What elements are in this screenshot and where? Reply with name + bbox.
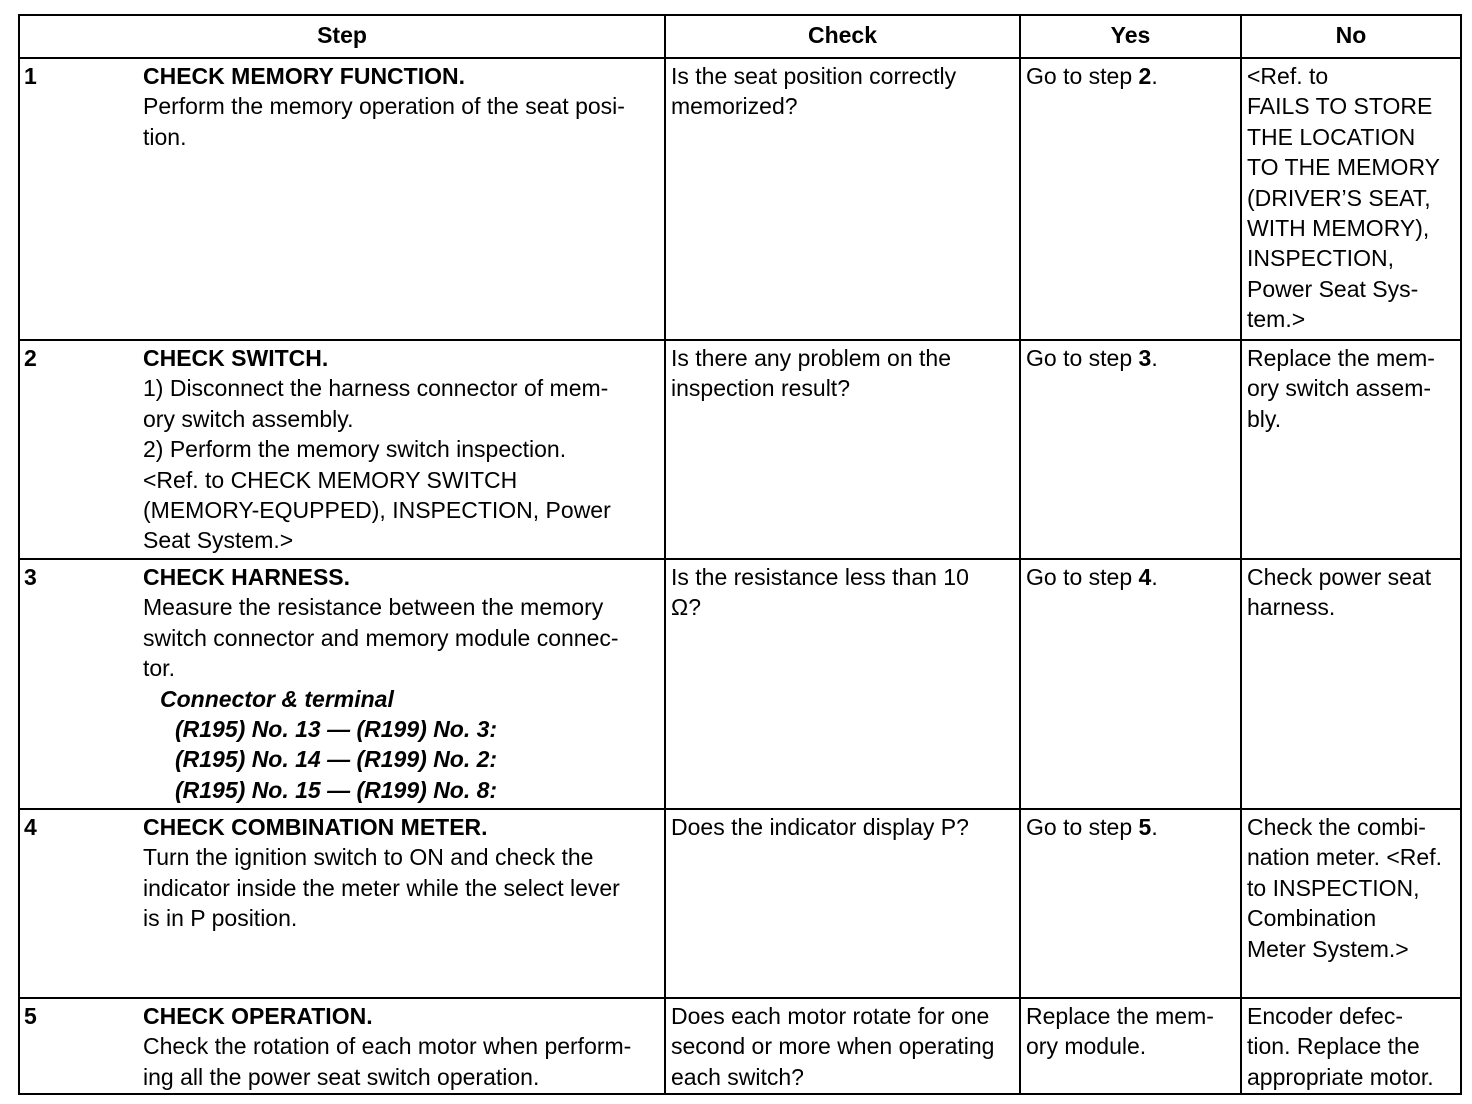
step-number: 4	[24, 814, 37, 840]
no-line: appropriate motor.	[1247, 1063, 1434, 1090]
step-line: Turn the ignition switch to ON and check the	[143, 844, 594, 871]
check-cell	[665, 809, 1020, 998]
yes-step-number: 2	[1138, 63, 1152, 89]
step-line: tion.	[143, 123, 187, 150]
no-line: TO THE MEMORY	[1247, 154, 1440, 181]
no-line: FAILS TO STORE	[1247, 93, 1433, 120]
table-row	[19, 559, 1461, 809]
no-line: <Ref. to	[1247, 63, 1329, 89]
no-line: harness.	[1247, 594, 1336, 621]
table-row	[19, 58, 1461, 340]
yes-cell	[1020, 809, 1241, 998]
step-cell	[19, 58, 665, 340]
no-cell	[1241, 998, 1461, 1094]
no-line: to INSPECTION,	[1247, 874, 1420, 901]
header-no: No	[1241, 15, 1461, 58]
step-number: 5	[24, 1003, 37, 1029]
yes-prefix: Go to step	[1026, 63, 1139, 89]
no-line: Combination	[1247, 905, 1377, 932]
step-line: switch connector and memory module connec-	[143, 624, 619, 651]
check-line: memorized?	[671, 93, 798, 120]
no-cell	[1241, 58, 1461, 340]
step-number: 3	[24, 564, 37, 590]
no-line: Check the combi-	[1247, 814, 1426, 840]
yes-prefix: Go to step	[1026, 345, 1139, 371]
no-line: tem.>	[1247, 306, 1306, 333]
diagnostic-table	[18, 14, 1462, 1095]
step-title: CHECK SWITCH.	[143, 345, 329, 371]
step-line: Seat System.>	[143, 527, 294, 554]
step-line: Check the rotation of each motor when perform-	[143, 1033, 632, 1060]
step-title: CHECK COMBINATION METER.	[143, 814, 488, 840]
no-line: Encoder defec-	[1247, 1003, 1403, 1029]
yes-suffix: .	[1151, 814, 1158, 840]
no-line: INSPECTION,	[1247, 245, 1394, 272]
check-cell	[665, 998, 1020, 1094]
step-line: Measure the resistance between the memory	[143, 594, 604, 621]
yes-cell	[1020, 58, 1241, 340]
yes-prefix: Go to step	[1026, 814, 1139, 840]
step-number: 1	[24, 63, 37, 89]
step-line: (MEMORY-EQUPPED), INSPECTION, Power	[143, 497, 611, 524]
check-line: inspection result?	[671, 375, 850, 402]
diagnostic-page	[18, 14, 1462, 1095]
check-line: Is there any problem on the	[671, 345, 951, 371]
step-line: tor.	[143, 655, 175, 682]
yes-suffix: .	[1151, 345, 1158, 371]
yes-line: ory module.	[1026, 1033, 1147, 1060]
yes-cell	[1020, 998, 1241, 1094]
no-line: ory switch assem-	[1247, 375, 1432, 402]
no-line: Power Seat Sys-	[1247, 275, 1419, 302]
connector-terminal-heading: Connector & terminal	[160, 685, 394, 712]
no-cell	[1241, 809, 1461, 998]
header-check: Check	[665, 15, 1020, 58]
step-line: ing all the power seat switch operation.	[143, 1063, 540, 1090]
yes-step-number: 4	[1138, 564, 1152, 590]
no-line: Replace the mem-	[1247, 345, 1435, 371]
no-line: Check power seat	[1247, 564, 1432, 590]
step-cell	[19, 559, 665, 809]
step-cell	[19, 340, 665, 559]
step-line: indicator inside the meter while the select lever	[143, 874, 620, 901]
yes-suffix: .	[1151, 564, 1158, 590]
step-number: 2	[24, 345, 37, 371]
no-line: nation meter. <Ref.	[1247, 844, 1442, 871]
step-line: 1) Disconnect the harness connector of mem-	[143, 375, 609, 402]
no-cell	[1241, 559, 1461, 809]
no-line: Meter System.>	[1247, 935, 1409, 962]
step-line: <Ref. to CHECK MEMORY SWITCH	[143, 466, 518, 493]
check-line: Does each motor rotate for one	[671, 1003, 990, 1029]
yes-suffix: .	[1151, 63, 1158, 89]
step-cell	[19, 998, 665, 1094]
step-line: is in P position.	[143, 905, 298, 932]
yes-cell	[1020, 559, 1241, 809]
step-line: ory switch assembly.	[143, 405, 354, 432]
yes-cell	[1020, 340, 1241, 559]
step-title: CHECK OPERATION.	[143, 1003, 373, 1029]
no-line: THE LOCATION	[1247, 123, 1416, 150]
no-line: WITH MEMORY),	[1247, 215, 1430, 242]
header-row	[19, 15, 1461, 58]
no-line: bly.	[1247, 405, 1282, 432]
connector-terminal-line: (R195) No. 15 — (R199) No. 8:	[175, 776, 498, 803]
check-line: Is the resistance less than 10	[671, 564, 969, 590]
check-line: Is the seat position correctly	[671, 63, 957, 89]
table-row	[19, 809, 1461, 998]
table-row	[19, 340, 1461, 559]
yes-step-number: 3	[1138, 345, 1152, 371]
no-line: tion. Replace the	[1247, 1033, 1420, 1060]
connector-terminal-line: (R195) No. 14 — (R199) No. 2:	[175, 746, 498, 773]
no-line: (DRIVER’S SEAT,	[1247, 184, 1431, 211]
connector-terminal-line: (R195) No. 13 — (R199) No. 3:	[175, 716, 498, 743]
header-step: Step	[19, 15, 665, 58]
check-line: Ω?	[671, 594, 701, 621]
check-cell	[665, 58, 1020, 340]
check-cell	[665, 559, 1020, 809]
step-title: CHECK HARNESS.	[143, 564, 351, 590]
yes-step-number: 5	[1138, 814, 1152, 840]
check-line: Does the indicator display P?	[671, 814, 969, 840]
no-cell	[1241, 340, 1461, 559]
step-line: Perform the memory operation of the seat posi-	[143, 93, 625, 120]
check-line: second or more when operating	[671, 1033, 995, 1060]
yes-line: Replace the mem-	[1026, 1003, 1214, 1029]
step-line: 2) Perform the memory switch inspection.	[143, 436, 567, 463]
step-cell	[19, 809, 665, 998]
header-yes: Yes	[1020, 15, 1241, 58]
table-row	[19, 998, 1461, 1094]
yes-prefix: Go to step	[1026, 564, 1139, 590]
step-title: CHECK MEMORY FUNCTION.	[143, 63, 465, 89]
check-line: each switch?	[671, 1063, 804, 1090]
check-cell	[665, 340, 1020, 559]
